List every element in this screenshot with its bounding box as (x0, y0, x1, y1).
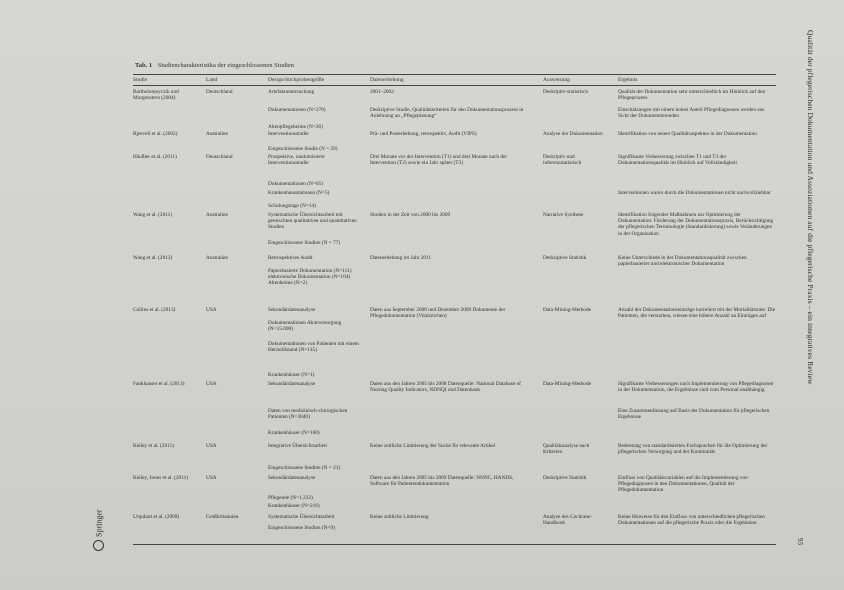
study-cell: Bjørvell et al. (2002) (133, 131, 178, 137)
design-cell: Systematische Übersichtsarbeit (268, 514, 335, 520)
study-cell: Urquhart et al. (2009) (133, 514, 180, 520)
result-cell: Bedeutung von standardisierten Fachsprachen für die Optimierung der pflegerischen Versorgung und der Kontinuität (618, 443, 768, 456)
data-collection-cell: Drei Monate vor der Intervention (T1) und drei Monate nach der Intervention (T2) sowie ein Jahr später (T3) (370, 154, 508, 167)
running-head: Qualität der pflegerischen Dokumentation und Assoziationen auf die pflegerische Praxis – ein integratives Review (806, 30, 815, 385)
table-caption-label: Tab. 1 (135, 62, 153, 69)
data-collection-cell: Daten aus September 2008 und Dezember 2009 Dokumente der Pflegedokumentation (Vitalzeichen) (370, 307, 506, 320)
design-cell: Artefaktuntersuchung (268, 89, 315, 95)
result-cell: Signifikante Verbesserungen nach Implementierung von Pflegediagnosen in der Dokumentation, die Ergebnisse sind vom Personal unabhängig (618, 381, 774, 394)
analysis-cell: Data-Mining-Methode (543, 381, 591, 387)
result-cell: Signifikante Verbesserung zwischen T1 und T3 der Dokumentationsqualität im Hinblick auf Vollständigkeit (618, 154, 737, 167)
design-cell: Eingeschlossene Studien (N = 77) (268, 240, 341, 246)
design-cell: Eingeschlossene Studien (N = 21) (268, 465, 341, 471)
country-cell: Deutschland (206, 154, 233, 160)
design-cell: Prospektive, randomisierte Interventionsstudie (268, 154, 325, 167)
design-cell: Integrative Übersichtsarbeit (268, 443, 327, 449)
header-land: Land (206, 77, 218, 83)
design-cell: Dokumentationen Akutversorgung (N=15.000) (268, 320, 342, 333)
analysis-cell: Narrative Synthese (543, 212, 584, 218)
header-data: Datenerhebung (370, 77, 404, 83)
design-cell: Sekundärdatenanalyse (268, 307, 316, 313)
analysis-cell: Analyse des Cochrane-Handbook (543, 514, 593, 527)
header-study: Studie (133, 77, 148, 83)
study-cell: Fankhauser et al. (2013) (133, 381, 185, 387)
analysis-cell: Deskriptive Statistik (543, 255, 587, 261)
data-collection-cell: Keine zeitliche Limitierung (370, 514, 429, 520)
design-cell: Eingeschlossene Studien (N=9) (268, 525, 335, 531)
data-collection-cell: Keine zeitliche Limitierung der Suche für relevante Artikel (370, 443, 496, 449)
design-cell: Retrospektives Audit (268, 255, 313, 261)
table-bottom-rule (133, 544, 776, 545)
data-collection-cell: 2001–2002 (370, 89, 394, 95)
country-cell: Deutschland (206, 89, 233, 95)
table-body (133, 0, 776, 590)
analysis-cell: Deskriptiv-statistisch (543, 89, 589, 95)
data-collection-cell: Studien in der Zeit von 2000 bis 2009 (370, 212, 451, 218)
design-cell: Papierbasierte Dokumentation (N=111) elektronische Dokumentation (N=104) Altenheime (N=2) (268, 268, 352, 287)
result-cell: Eine Zusammenfassung auf Basis der Dokumentation für pflegerischen Ergebnisse (618, 408, 770, 421)
design-cell: Schulungstage (N=14) (268, 203, 316, 209)
country-cell: Großbritannien (206, 514, 239, 520)
data-collection-cell: Daten aus den Jahren 2005 bis 2008 Datenquelle: National Database of Nursing Quality Indicators, NDNQI und Datenbank (370, 381, 521, 394)
publisher-name: Springer (94, 509, 104, 537)
study-cell: Collins et al. (2013) (133, 307, 176, 313)
country-cell: USA (206, 307, 217, 313)
table-caption-text: Studiencharakteristika der eingeschlossenen Studien (157, 62, 295, 69)
study-cell: Häußler et al. (2011) (133, 154, 177, 160)
country-cell: Australien (206, 131, 229, 137)
design-cell: Pflegende (N=1,332) (268, 495, 313, 501)
design-cell: Dokumentationen von Patienten mit einem Herzstillstand (N=145) (268, 341, 359, 354)
design-cell: Sekundärdatenanalyse (268, 381, 316, 387)
analysis-cell: Analyse der Dokumentation (543, 131, 603, 137)
study-cell: Kelley et al. (2011) (133, 443, 174, 449)
springer-knight-icon (94, 540, 105, 551)
analysis-cell: Data-Mining-Methode (543, 307, 591, 313)
analysis-cell: Deskriptive Statistik (543, 475, 587, 481)
design-cell: Krankenhäuser (N=1) (268, 372, 315, 378)
analysis-cell: Deskriptiv und inferenzstatistisch (543, 154, 582, 167)
study-cell: Wang et al. (2012) (133, 255, 173, 261)
design-cell: Interventionsstudie (268, 131, 309, 137)
design-cell: Eingeschlossene Studie (N = 20) (268, 146, 338, 152)
data-collection-cell: Deskriptive Studie, Qualitätskriterien für den Dokumentationsprozess in Anlehnung an „Pflegeplanung“ (370, 107, 524, 120)
design-cell: Dokumentationen (N=65) (268, 181, 323, 187)
result-cell: Qualität der Dokumentation sehr unterschiedlich im Hinblick auf den Pflegeprozess (618, 89, 766, 102)
design-cell: Altenpflegeheime (N=26) (268, 124, 323, 130)
design-cell: Krankenhäuser (N=216) (268, 503, 320, 509)
analysis-cell: Qualitätsanalyse nach Kriterien (543, 443, 590, 456)
design-cell: Systematische Übersichtsarbeit mit gemischten qualitativen und quantitativen Studien (268, 212, 357, 231)
data-collection-cell: Prä- und Posterhebung, retrospektiv, Audit (VIPS) (370, 131, 477, 137)
study-cell: Bartholomeyczik und Morgenstern (2004) (133, 89, 179, 102)
design-cell: Daten von medizinisch-chirurgischen Patienten (N=3040) (268, 408, 348, 421)
result-cell: Identifikation von neuen Qualitätsaspekten in der Dokumentation (618, 131, 757, 137)
result-cell: Einfluss von Qualitätsvariablen auf die Implementierung von Pflegediagnosen in den Dokumentationen, Qualität der Pflegedokumentation (618, 475, 748, 494)
study-cell: Kelley, Jones et al. (2011) (133, 475, 189, 481)
country-cell: USA (206, 443, 217, 449)
country-cell: USA (206, 475, 217, 481)
country-cell: Australien (206, 212, 229, 218)
design-cell: Krankenhäuser (N=100) (268, 430, 320, 436)
header-auswertung: Auswertung (543, 77, 570, 83)
result-cell: Interventionen waren durch die Dokumentationen nicht nachvollziehbar (618, 190, 771, 196)
study-cell: Wang et al. (2011) (133, 212, 173, 218)
data-collection-cell: Datenerhebung im Jahr 2011 (370, 255, 432, 261)
result-cell: Einschätzungen mit einem hohen Anteil Pflegediagnosen werden aus Sicht der Dokumentierenden (618, 107, 765, 120)
header-ergebnis: Ergebnis (618, 77, 638, 83)
result-cell: Identifikation folgender Maßnahmen zur Optimierung der Dokumentation: Förderung der Dokumentationspraxis, Berücksichtigung der pflegerischen Terminologie (Standardisierung) sowie Veränderungen in der Organisation (618, 212, 774, 237)
country-cell: Australien (206, 255, 229, 261)
data-collection-cell: Daten aus den Jahren 2005 bis 2009 Datenquelle: NNNC, HANDS, Software für Patientendokumentation (370, 475, 514, 488)
result-cell: Anzahl der Dokumentationseinträge korreliert mit der Mortalitätsrate. Die Patienten, die verstarben, wiesen eine höhere Anzahl an Einträgen auf (618, 307, 776, 320)
design-cell: Krankenhausstationen (N=5) (268, 190, 330, 196)
publisher-logo (92, 505, 106, 551)
design-cell: Sekundärdatenanalyse (268, 475, 316, 481)
page-number: 93 (796, 538, 804, 545)
header-design: Design/Stichprobengröße (268, 77, 325, 83)
country-cell: USA (206, 381, 217, 387)
result-cell: Keine Hinweise für den Einfluss von unterschiedlichen pflegerischen Dokumentationen auf die pflegerische Praxis oder die Ergebnisse (618, 514, 765, 527)
result-cell: Keine Unterschiede in der Dokumentationsqualität zwischen papierbasierter und elektronischer Dokumentation (618, 255, 747, 268)
design-cell: Dokumentationen (N=270) (268, 107, 326, 113)
